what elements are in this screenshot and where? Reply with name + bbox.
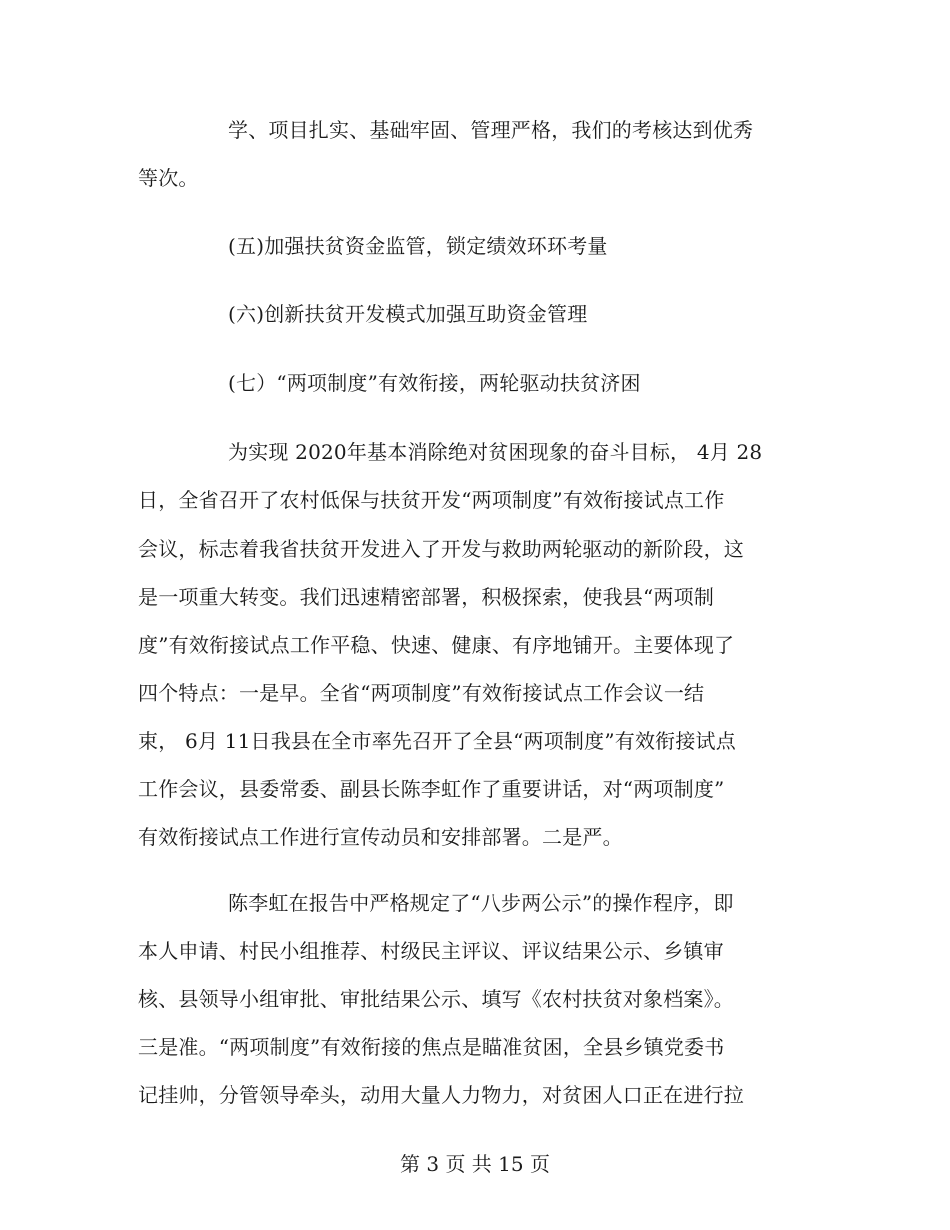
paragraph-line: 学、项目扎实、基础牢固、管理严格，我们的考核达到优秀 bbox=[228, 118, 754, 142]
paragraph-line: 为实现 2020年基本消除绝对贫困现象的奋斗目标， 4月 28 bbox=[228, 440, 763, 464]
paragraph-line: 三是准。“两项制度”有效衔接的焦点是瞄准贫困，全县乡镇党委书 bbox=[138, 1035, 725, 1059]
paragraph-line: 陈李虹在报告中严格规定了“八步两公示”的操作程序，即 bbox=[228, 891, 734, 915]
page-number-footer: 第 3 页 共 15 页 bbox=[400, 1152, 550, 1176]
paragraph-line: 核、县领导小组审批、审批结果公示、填写《农村扶贫对象档案》。 bbox=[138, 987, 734, 1011]
paragraph-line: 等次。 bbox=[138, 166, 199, 190]
section-heading: (五)加强扶贫资金监管，锁定绩效环环考量 bbox=[228, 234, 608, 258]
paragraph-line: 有效衔接试点工作进行宣传动员和安排部署。二是严。 bbox=[138, 825, 623, 849]
paragraph-line: 本人申请、村民小组推荐、村级民主评议、评议结果公示、乡镇审 bbox=[138, 939, 724, 963]
paragraph-line: 日，全省召开了农村低保与扶贫开发“两项制度”有效衔接试点工作 bbox=[138, 488, 725, 512]
paragraph-line: 束， 6月 11日我县在全市率先召开了全县“两项制度”有效衔接试点 bbox=[138, 729, 736, 753]
paragraph-line: 工作会议，县委常委、副县长陈李虹作了重要讲话，对“两项制度” bbox=[138, 777, 725, 801]
section-heading: (七）“两项制度”有效衔接，两轮驱动扶贫济困 bbox=[228, 371, 641, 395]
paragraph-line: 会议，标志着我省扶贫开发进入了开发与救助两轮驱动的新阶段，这 bbox=[138, 537, 744, 561]
paragraph-line: 度”有效衔接试点工作平稳、快速、健康、有序地铺开。主要体现了 bbox=[138, 633, 735, 657]
paragraph-line: 是一项重大转变。我们迅速精密部署，积极探索，使我县“两项制 bbox=[138, 585, 715, 609]
paragraph-line: 记挂帅，分管领导牵头，动用大量人力物力，对贫困人口正在进行拉 bbox=[138, 1083, 744, 1107]
paragraph-line: 四个特点：一是早。全省“两项制度”有效衔接试点工作会议一结 bbox=[138, 681, 705, 705]
section-heading: (六)创新扶贫开发模式加强互助资金管理 bbox=[228, 302, 588, 326]
